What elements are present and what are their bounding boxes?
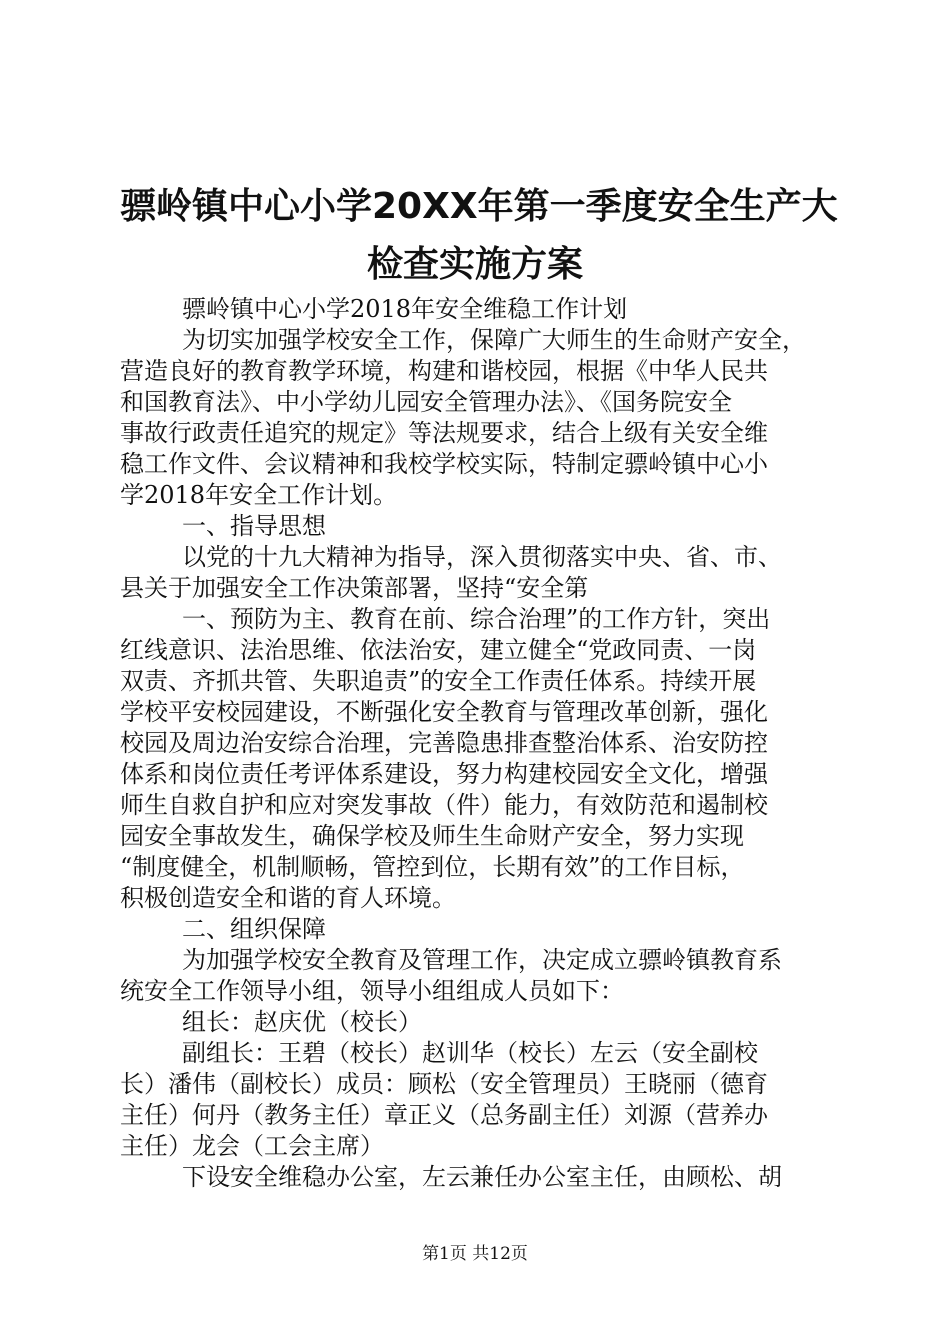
- body-line: 长）潘伟（副校长）成员：顾松（安全管理员）王晓丽（德育: [120, 1070, 768, 1098]
- body-line: 园安全事故发生，确保学校及师生生命财产安全，努力实现: [120, 822, 744, 850]
- title-line-1: 骠岭镇中心小学20XX年第一季度安全生产大: [120, 186, 838, 227]
- body-line: 县关于加强安全工作决策部署，坚持“安全第: [120, 574, 589, 602]
- body-line: 为加强学校安全教育及管理工作，决定成立骠岭镇教育系: [182, 946, 782, 974]
- body-line: 统安全工作领导小组，领导小组组成人员如下：: [120, 977, 624, 1005]
- body-line: 以党的十九大精神为指导，深入贯彻落实中央、省、市、: [182, 543, 782, 571]
- body-line: 一、预防为主、教育在前、综合治理”的工作方针，突出: [182, 605, 771, 633]
- body-line: 主任）龙会（工会主席）: [120, 1132, 384, 1160]
- body-line: 体系和岗位责任考评体系建设，努力构建校园安全文化，增强: [120, 760, 768, 788]
- body-line: 双责、齐抓共管、失职追责”的安全工作责任体系。持续开展: [120, 667, 757, 695]
- title-line-2: 检查实施方案: [366, 244, 583, 285]
- body-line: 学校平安校园建设，不断强化安全教育与管理改革创新，强化: [120, 698, 768, 726]
- body-line: 事故行政责任追究的规定》等法规要求，结合上级有关安全维: [120, 419, 768, 447]
- body-line: 组长：赵庆优（校长）: [182, 1008, 422, 1036]
- body-line: 下设安全维稳办公室，左云兼任办公室主任，由顾松、胡: [182, 1163, 782, 1191]
- body-line: 红线意识、法治思维、依法治安，建立健全“党政同责、一岗: [120, 636, 757, 664]
- body-line: 积极创造安全和谐的育人环境。: [120, 884, 456, 912]
- body-line: 和国教育法》、中小学幼儿园安全管理办法》、《国务院安全: [120, 388, 732, 416]
- body-line: 营造良好的教育教学环境，构建和谐校园，根据《中华人民共: [120, 357, 768, 385]
- body-line: 副组长：王碧（校长）赵训华（校长）左云（安全副校: [182, 1039, 758, 1067]
- body-line: 为切实加强学校安全工作，保障广大师生的生命财产安全，: [182, 326, 806, 354]
- body-line: 二、组织保障: [182, 915, 326, 943]
- body-line: 师生自救自护和应对突发事故（件）能力，有效防范和遏制校: [120, 791, 768, 819]
- document-title: [120, 178, 838, 294]
- document-body: [120, 294, 832, 1193]
- body-line: 稳工作文件、会议精神和我校学校实际，特制定骠岭镇中心小: [120, 450, 768, 478]
- body-line: 学2018年安全工作计划。: [120, 481, 398, 509]
- body-line: 一、指导思想: [182, 512, 326, 540]
- body-line: 骠岭镇中心小学2018年安全维稳工作计划: [182, 295, 628, 323]
- body-line: “制度健全，机制顺畅，管控到位，长期有效”的工作目标，: [120, 853, 745, 881]
- body-line: 校园及周边治安综合治理，完善隐患排查整治体系、治安防控: [120, 729, 768, 757]
- page-footer: 第1页 共12页: [422, 1244, 528, 1264]
- body-line: 主任）何丹（教务主任）章正义（总务副主任）刘源（营养办: [120, 1101, 768, 1129]
